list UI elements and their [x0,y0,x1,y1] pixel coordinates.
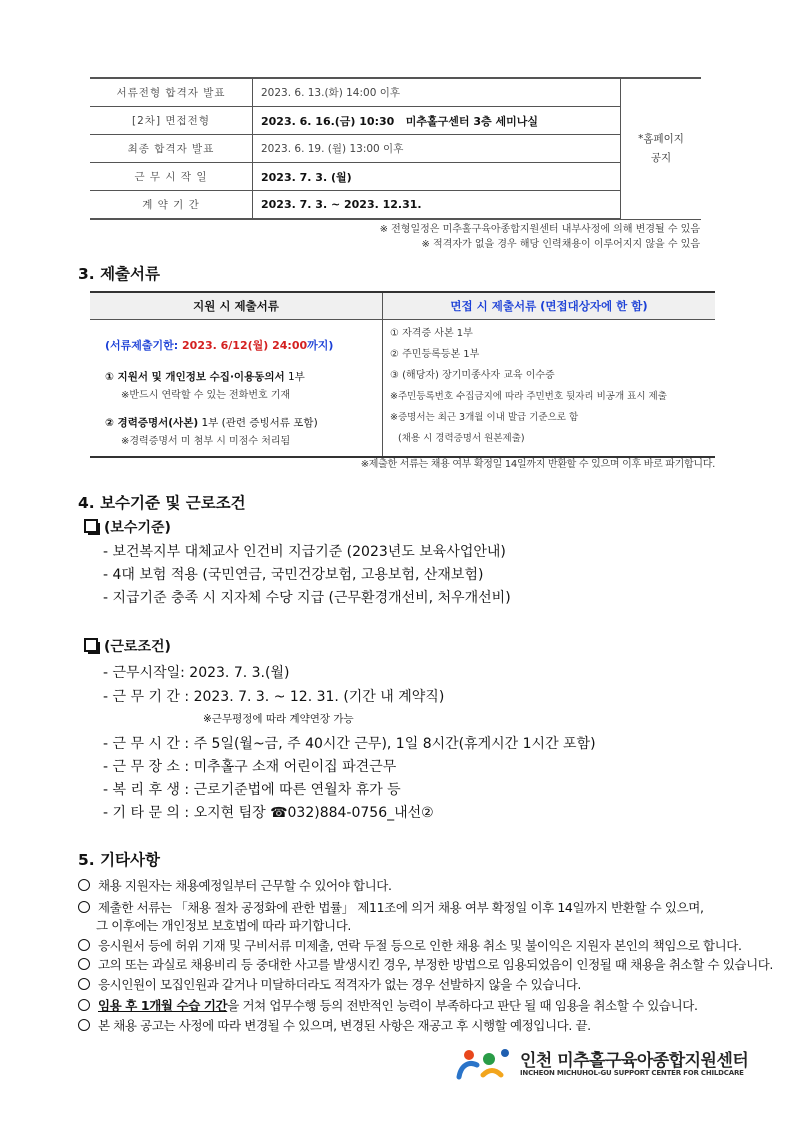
pay-item: - 보건복지부 대체교사 인건비 지급기준 (2023년도 보육사업안내) [103,544,506,560]
center-logo-icon [455,1045,515,1081]
table-row [90,107,701,135]
deadline-date: 2023. 6/12(월) 24:00 [182,339,308,352]
section-5-title: 5. 기타사항 [78,851,160,869]
doc-item-1 [91,353,381,384]
work-header [84,636,171,656]
pay-header [84,517,171,537]
section-3-title: 3. 제출서류 [78,265,160,283]
doc-item-2-title: ② 경력증명서(사본) [105,417,199,429]
etc-item [78,898,704,916]
application-docs-cell [90,320,383,458]
etc-item-text: 응시원서 등에 허위 기재 및 구비서류 미제출, 연락 두절 등으로 인한 채용 취소 및 불이익은 지원자 본인의 책임으로 합니다. [98,938,742,953]
pay-item: - 지급기준 충족 시 지자체 수당 지급 (근무환경개선비, 처우개선비) [103,590,511,606]
deadline-prefix: (서류제출기한: [105,339,183,352]
etc-item [78,955,773,973]
schedule-value: 2023. 7. 3. (월) [253,163,621,191]
work-item: - 근무시작일: 2023. 7. 3.(월) [103,665,290,681]
notice-line1: *홈페이지 [638,132,684,145]
circle-bullet-icon [78,1019,90,1031]
square-bullet-icon [84,519,98,533]
schedule-table [90,77,701,220]
table-header-row [90,292,715,320]
schedule-value: 2023. 6. 19. (월) 13:00 이후 [253,135,621,163]
circle-bullet-icon [78,901,90,913]
schedule-label: 계 약 기 간 [90,191,253,220]
etc-item-text: 을 [227,998,243,1013]
table-row [90,163,701,191]
square-bullet-icon [84,638,98,652]
doc-item-1-note: ※반드시 연락할 수 있는 전화번호 기재 [121,390,291,401]
work-subnote: ※근무평정에 따라 계약연장 가능 [203,713,354,725]
org-name: 인천 미추홀구육아종합지원센터 [520,1051,749,1071]
schedule-note-1: ※ 전형일정은 미추홀구육아종합지원센터 내부사정에 의해 변경될 수 있음 [379,224,700,235]
doc-item-1-count: 1부 [284,371,305,383]
work-item: - 근 무 기 간 : 2023. 7. 3. ~ 12. 31. (기간 내 계약직) [103,689,445,705]
work-item: - 근 무 장 소 : 미추홀구 소재 어린이집 파견근무 [103,759,397,775]
schedule-label: 최종 합격자 발표 [90,135,253,163]
section-4-title: 4. 보수기준 및 근로조건 [78,494,246,512]
table-row [90,78,701,107]
etc-item-continuation: 그 이후에는 개인정보 보호법에 따라 파기합니다. [96,918,351,933]
doc-item-2-note: ※경력증명서 미 첨부 시 미점수 처리됨 [121,436,291,447]
schedule-notice [621,78,702,219]
documents-footnote: ※제출한 서류는 채용 여부 확정일 14일까지 반환할 수 있으며 이후 바로 파기합니다. [360,459,715,470]
work-item: - 근 무 시 간 : 주 5일(월~금, 주 40시간 근무), 1일 8시간(휴게시간 1시간 포함) [103,736,596,752]
circle-bullet-icon [78,999,90,1011]
notice-line2: 공지 [650,151,672,164]
schedule-value: 2023. 7. 3. ~ 2023. 12.31. [253,191,621,220]
etc-item [78,1016,591,1034]
circle-bullet-icon [78,978,90,990]
deadline-suffix: 까지) [307,339,334,352]
org-name-en: INCHEON MICHUHOL-GU SUPPORT CENTER FOR CHILDCARE [520,1069,744,1077]
schedule-label: 근 무 시 작 일 [90,163,253,191]
schedule-label: [2차] 면접전형 [90,107,253,135]
right-header: 면접 시 제출서류 (면접대상자에 한 함) [383,292,716,320]
table-row [90,191,701,220]
table-row [90,135,701,163]
schedule-note-2: ※ 적격자가 없을 경우 해당 인력채용이 이루어지지 않을 수 있음 [421,239,700,250]
circle-bullet-icon [78,939,90,951]
etc-item [78,975,581,993]
circle-bullet-icon [78,958,90,970]
interview-doc-item: ③ (해당자) 장기미종사자 교육 이수증 [390,370,555,381]
interview-doc-item: ※증명서는 최근 3개월 이내 발급 기준으로 함 [390,412,579,423]
schedule-value: 2023. 6. 16.(금) 10:30 미추홀구센터 3층 세미나실 [253,107,621,135]
etc-item-text: 채용 지원자는 채용예정일부터 근무할 수 있어야 합니다. [98,878,392,893]
pay-item: - 4대 보험 적용 (국민연금, 국민건강보험, 고용보험, 산재보험) [103,567,484,583]
etc-item-text: 제출한 서류는 「채용 절차 공정화에 관한 법률」 제11조에 의거 채용 여부 확정일 이후 14일까지 반환할 수 있으며, [98,900,704,915]
etc-item-text: 본 채용 공고는 사정에 따라 변경될 수 있으며, 변경된 사항은 재공고 후 시행할 예정입니다. 끝. [98,1018,591,1033]
work-header-text: (근로조건) [104,639,171,655]
schedule-label: 서류전형 합격자 발표 [90,78,253,107]
deadline-text [91,321,381,353]
pay-header-text: (보수기준) [104,520,171,536]
work-item: - 복 리 후 생 : 근로기준법에 따른 연월차 휴가 등 [103,782,401,798]
interview-doc-item: (채용 시 경력증명서 원본제출) [398,433,525,444]
doc-item-2-count: 1부 (관련 증빙서류 포함) [198,417,318,429]
interview-doc-item: ① 자격증 사본 1부 [390,328,473,339]
left-header: 지원 시 제출서류 [90,292,383,320]
etc-item [78,996,698,1014]
interview-doc-item: ※주민등록번호 수집금지에 따라 주민번호 뒷자리 비공개 표시 제출 [390,391,667,402]
circle-bullet-icon [78,879,90,891]
documents-table [90,291,715,458]
interview-docs-cell [383,320,716,458]
doc-item-2 [91,401,381,430]
doc-item-1-title: ① 지원서 및 개인정보 수집·이용동의서 [105,371,285,383]
etc-item-text: 고의 또는 과실로 채용비리 등 중대한 사고를 발생시킨 경우, 부정한 방법으로 임용되었음이 인정될 때 채용을 취소할 수 있습니다. [98,957,773,972]
probation-text: 임용 후 1개월 수습 기간 [98,998,228,1013]
etc-item [78,936,742,954]
etc-item [78,876,392,894]
schedule-value: 2023. 6. 13.(화) 14:00 이후 [253,78,621,107]
interview-doc-item: ② 주민등록등본 1부 [390,349,480,360]
work-item: - 기 타 문 의 : 오지현 팀장 ☎032)884-0756_내선② [103,805,434,821]
etc-item-text: 응시인원이 모집인원과 같거나 미달하더라도 적격자가 없는 경우 선발하지 않을 수 있습니다. [98,977,581,992]
table-row [90,320,715,458]
etc-item-text: 거쳐 업무수행 등의 전반적인 능력이 부족하다고 판단 될 때 임용을 취소할 수 있습니다. [242,998,698,1013]
